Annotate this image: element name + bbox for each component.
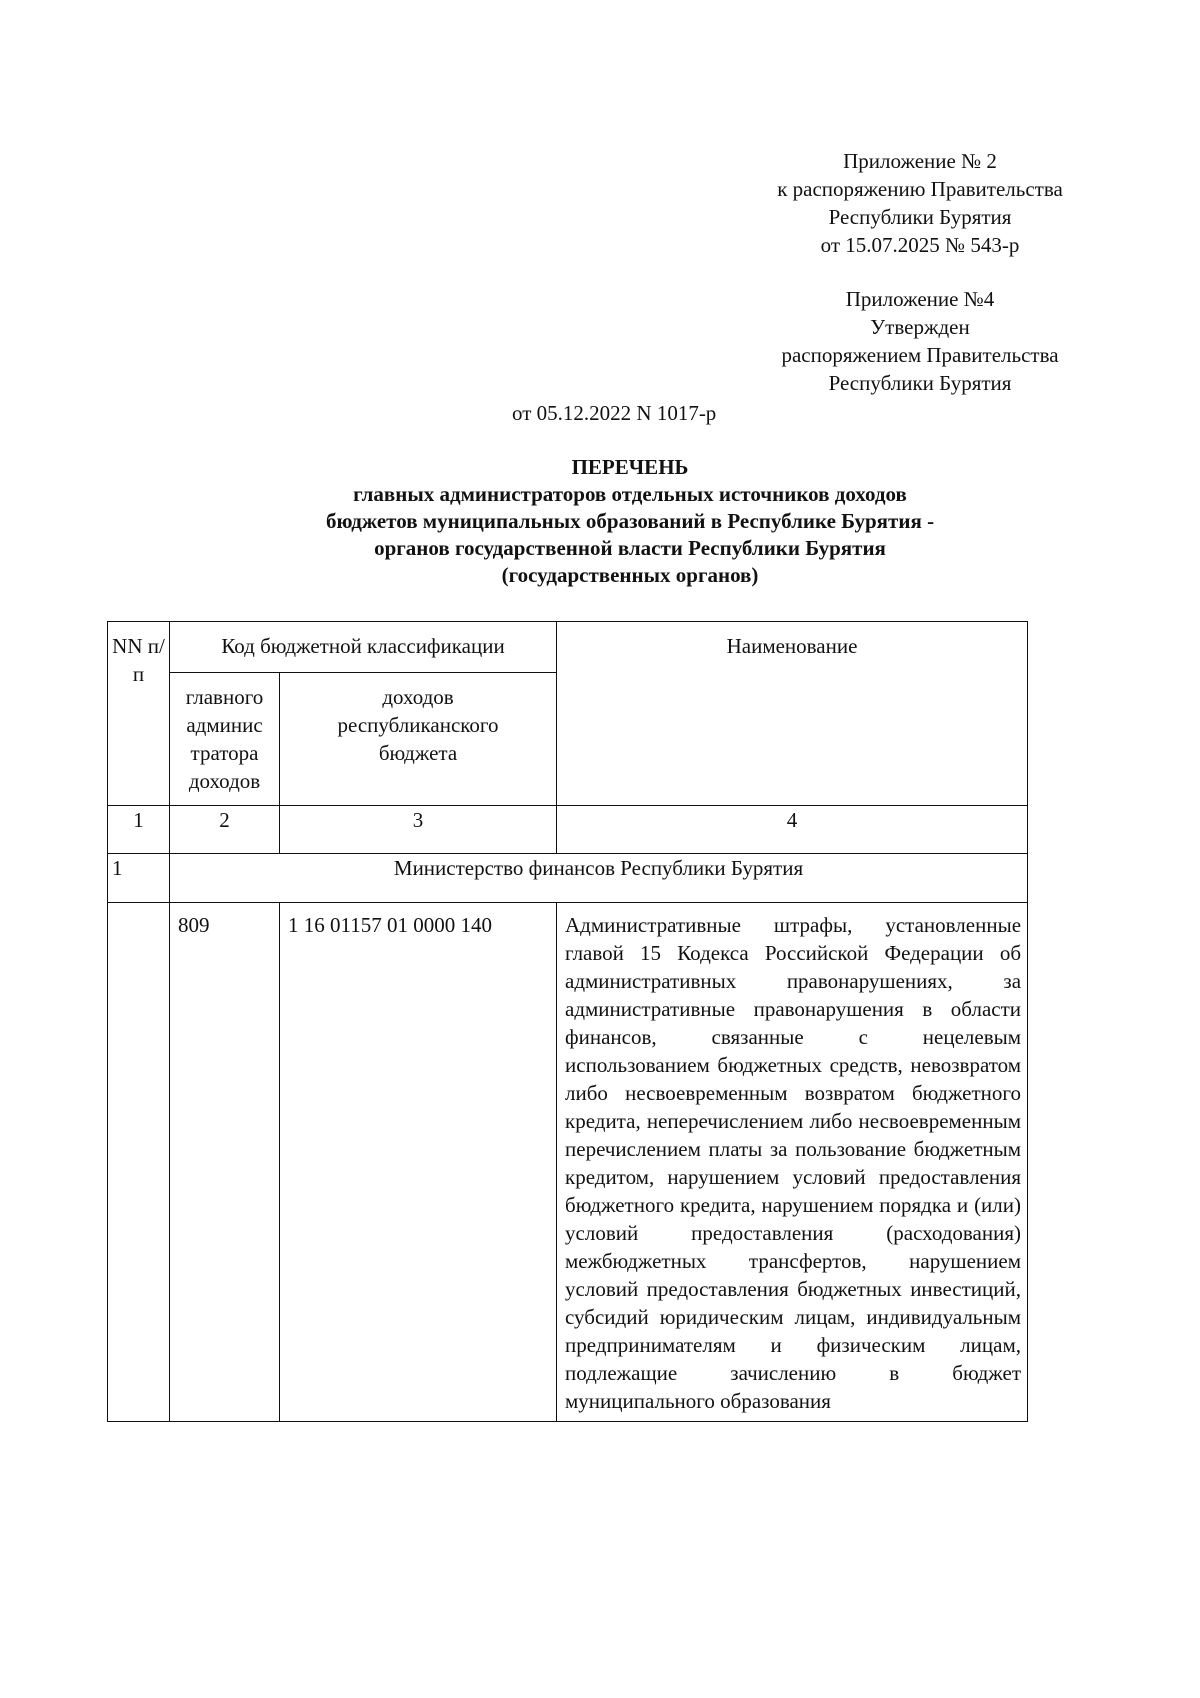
header-name: Наименование: [557, 622, 1028, 806]
table-row: [108, 903, 1028, 1422]
ministry-row: [108, 854, 1028, 903]
column-number: 2: [170, 806, 280, 854]
old-order-date: от 05.12.2022 N 1017-р: [512, 401, 717, 425]
appendix-2-number: Приложение № 2: [843, 149, 997, 173]
row-number-empty: [108, 903, 170, 1422]
appendix-2-header: [740, 147, 1100, 259]
appendix-4-header: [740, 285, 1100, 397]
title-line-5: (государственных органов): [501, 563, 759, 587]
column-numbers-row: [108, 806, 1028, 854]
header-revenue: доходов республиканского бюджета: [280, 673, 557, 806]
title-line-2: главных администраторов отдельных источников доходов: [353, 482, 907, 506]
document-title: [170, 454, 1090, 589]
appendix-4-republic: Республики Бурятия: [828, 371, 1012, 395]
header-code-group: Код бюджетной классификации: [170, 622, 557, 673]
ministry-number: 1: [108, 854, 170, 903]
revenue-description: [557, 903, 1028, 1422]
administrators-table: [107, 621, 1028, 1422]
title-heading: ПЕРЕЧЕНЬ: [571, 455, 689, 479]
appendix-4-number: Приложение №4: [845, 287, 995, 311]
revenue-code: 1 16 01157 01 0000 140: [280, 903, 557, 1422]
appendix-2-date: от 15.07.2025 № 543-р: [820, 233, 1020, 257]
appendix-4-order: распоряжением Правительства: [781, 343, 1059, 367]
column-number: 4: [557, 806, 1028, 854]
table-header-row: [108, 622, 1028, 673]
column-number: 3: [280, 806, 557, 854]
appendix-2-republic: Республики Бурятия: [828, 205, 1012, 229]
header-nn: NN п/п: [108, 622, 170, 806]
title-line-4: органов государственной власти Республики Бурятия: [374, 536, 886, 560]
appendix-4-approved: Утвержден: [870, 315, 970, 339]
ministry-name: Министерство финансов Республики Бурятия: [170, 854, 1028, 903]
admin-code: 809: [170, 903, 280, 1422]
title-line-3: бюджетов муниципальных образований в Республике Бурятия -: [325, 509, 935, 533]
appendix-2-reference: к распоряжению Правительства: [777, 177, 1063, 201]
header-main-admin: главного админис тратора доходов: [170, 673, 280, 806]
revenue-description-text: Административные штрафы, установленные главой 15 Кодекса Российской Федерации об административных правонарушениях, за административные правонарушения в области финансов, связанные с нецелевым использованием бюджетных средств, невозвратом либо несвоевременным возвратом бюджетного кредита, неперечислением либо несвоевременным перечислением платы за пользование бюджетным кредитом, нарушением условий предоставления бюджетного кредита, нарушением порядка и (или) условий предоставления (расходования) межбюджетных трансфертов, нарушением условий предоставления бюджетных инвестиций, субсидий юридическим лицам, индивидуальным предпринимателям и физическим лицам, подлежащие зачислению в бюджет муниципального образования: [565, 913, 1022, 1413]
column-number: 1: [108, 806, 170, 854]
